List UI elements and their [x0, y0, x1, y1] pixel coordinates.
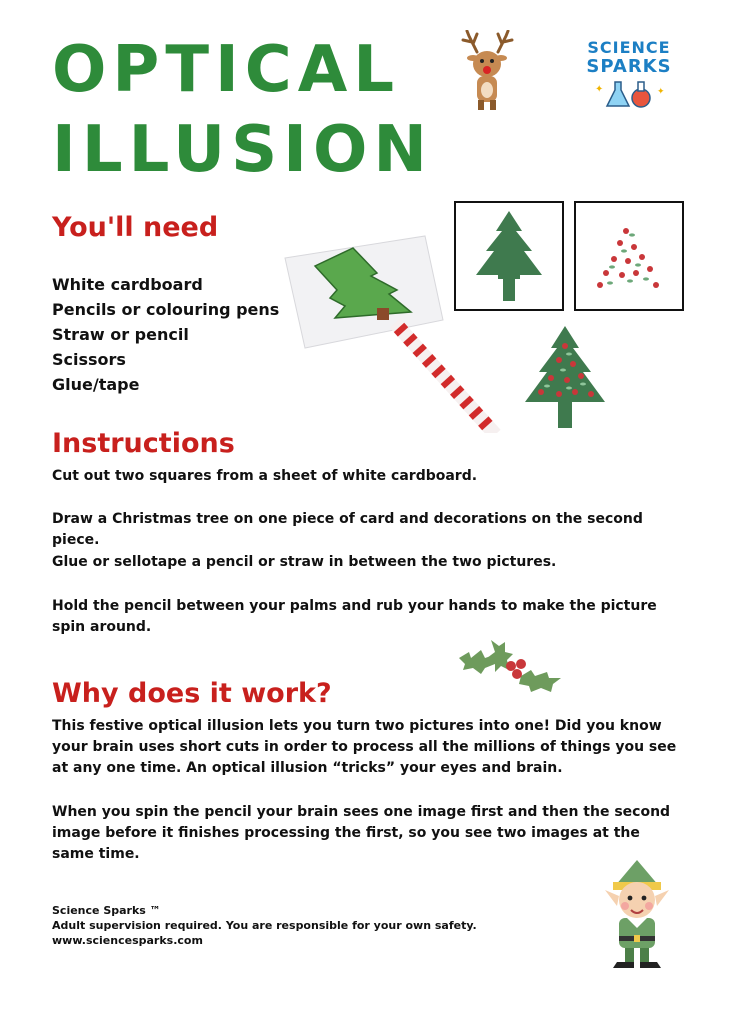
list-item: Glue/tape [52, 375, 140, 394]
footer-safety: Adult supervision required. You are responsible for your own safety. [52, 919, 477, 932]
instruction-step: Hold the pencil between your palms and rub your hands to make the picture spin around. [52, 598, 657, 635]
title-line-2: ILLUSION [52, 113, 433, 187]
footer-url[interactable]: www.sciencesparks.com [52, 934, 203, 947]
decorations-card-icon [576, 203, 682, 309]
needs-heading: You'll need [52, 212, 219, 243]
science-sparks-logo [585, 40, 673, 118]
flask-icon [585, 76, 673, 112]
svg-text:✦: ✦ [657, 87, 665, 97]
list-item: Straw or pencil [52, 325, 189, 344]
list-item: Pencils or colouring pens [52, 300, 280, 319]
logo-line-1: SCIENCE [587, 38, 671, 57]
footer-brand: Science Sparks ™ [52, 904, 161, 917]
title-line-1: OPTICAL [52, 33, 401, 107]
svg-text:✦: ✦ [595, 84, 604, 95]
holly-icon [455, 636, 565, 694]
instruction-step: Draw a Christmas tree on one piece of card and decorations on the second piece. [52, 511, 643, 548]
decorated-tree-icon [507, 322, 623, 432]
tree-card-box [454, 201, 564, 311]
instruction-step: Cut out two squares from a sheet of white cardboard. [52, 468, 478, 484]
reindeer-icon [455, 30, 520, 115]
list-item: White cardboard [52, 275, 203, 294]
why-paragraph: This festive optical illusion lets you turn two pictures into one! Did you know your brain uses short cuts in order to process all the millions of things you see at any one time. An optical illusion “tricks” your eyes and brain. [52, 718, 677, 776]
logo-line-2: SPARKS [586, 56, 672, 77]
needs-list [52, 272, 279, 397]
list-item: Scissors [52, 350, 126, 369]
tree-card-icon [456, 203, 562, 309]
why-paragraph: When you spin the pencil your brain sees one image first and then the second image before it finishes processing the first, so you see two images at the same time. [52, 804, 671, 862]
instructions-heading: Instructions [52, 428, 235, 459]
decorations-card-box [574, 201, 684, 311]
elf-icon [597, 856, 677, 974]
why-heading: Why does it work? [52, 678, 332, 709]
instruction-step: Glue or sellotape a pencil or straw in between the two pictures. [52, 554, 557, 570]
footer [52, 903, 572, 948]
